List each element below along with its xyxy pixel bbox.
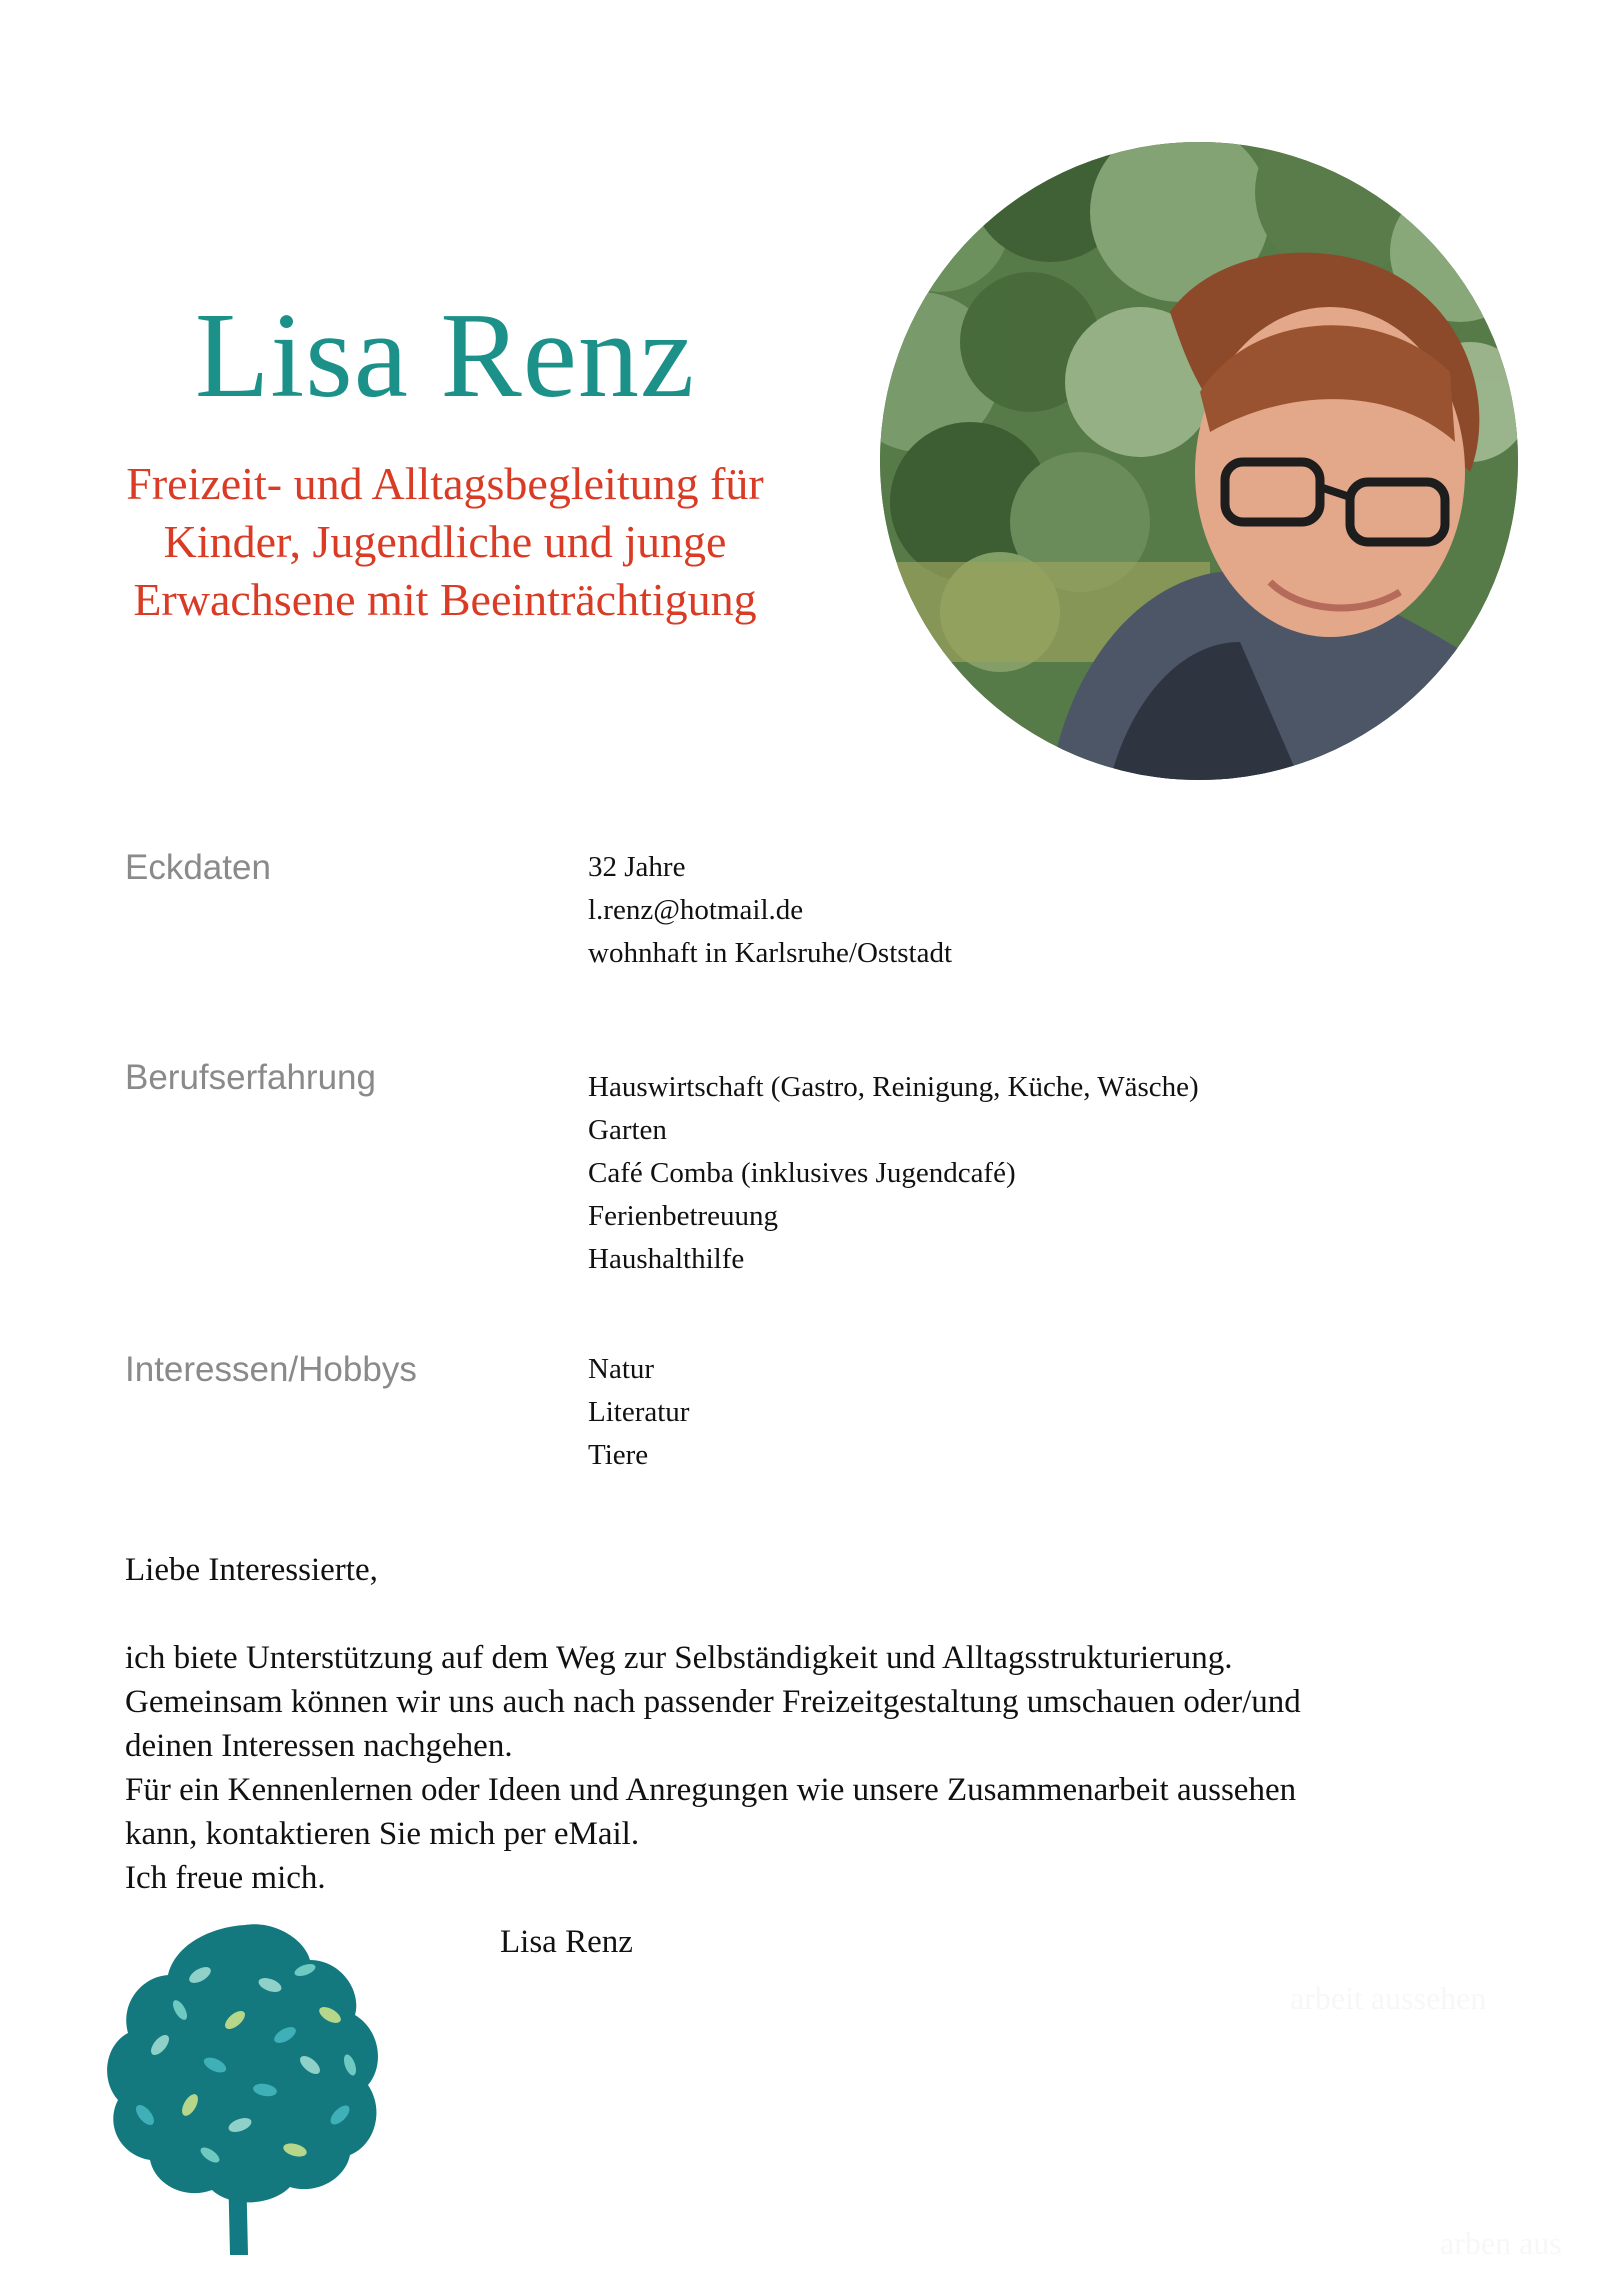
list-item: Café Comba (inklusives Jugendcafé) — [588, 1157, 1016, 1189]
section-values-interessen — [588, 1348, 689, 1477]
section-label-interessen: Interessen/Hobbys — [125, 1350, 417, 1389]
letter-line: Für ein Kennenlernen oder Ideen und Anregungen wie unsere Zusammenarbeit aussehen — [125, 1772, 1297, 1808]
letter-line: Gemeinsam können wir uns auch nach passender Freizeitgestaltung umschauen oder/und — [125, 1684, 1301, 1720]
section-label-berufserfahrung: Berufserfahrung — [125, 1058, 376, 1097]
tree-icon — [100, 1915, 390, 2255]
letter-body — [125, 1548, 1545, 1900]
list-item: Literatur — [588, 1396, 690, 1428]
list-item: Tiere — [588, 1439, 649, 1471]
value-age: 32 Jahre — [588, 851, 686, 883]
tree-illustration — [100, 1915, 390, 2255]
ghost-text: arbeit aussehen — [1290, 1980, 1487, 2016]
value-email: l.renz@hotmail.de — [588, 894, 804, 926]
subtitle-line: Erwachsene mit Beeinträchtigung — [133, 574, 757, 625]
signature: Lisa Renz — [500, 1924, 633, 1960]
subtitle — [0, 455, 890, 629]
ghost-text: arben aus — [1440, 2225, 1562, 2261]
letter-greeting: Liebe Interessierte, — [125, 1552, 378, 1588]
profile-photo — [880, 142, 1518, 780]
value-location: wohnhaft in Karlsruhe/Oststadt — [588, 937, 953, 969]
list-item: Ferienbetreuung — [588, 1200, 779, 1232]
letter-line: kann, kontaktieren Sie mich per eMail. — [125, 1816, 640, 1852]
section-values-eckdaten — [588, 846, 952, 975]
portrait-illustration — [880, 142, 1518, 780]
letter-line: Ich freue mich. — [125, 1860, 326, 1896]
subtitle-line: Freizeit- und Alltagsbegleitung für — [126, 458, 764, 509]
list-item: Hauswirtschaft (Gastro, Reinigung, Küche, Wäsche) — [588, 1071, 1199, 1103]
list-item: Garten — [588, 1114, 667, 1146]
list-item: Natur — [588, 1353, 655, 1385]
letter-line: deinen Interessen nachgehen. — [125, 1728, 513, 1764]
list-item: Haushalthilfe — [588, 1243, 745, 1275]
letter-line: ich biete Unterstützung auf dem Weg zur Selbständigkeit und Alltagsstrukturierung. — [125, 1640, 1233, 1676]
section-values-berufserfahrung — [588, 1066, 1199, 1281]
page-title: Lisa Renz — [194, 288, 696, 423]
section-label-eckdaten: Eckdaten — [125, 848, 271, 887]
subtitle-line: Kinder, Jugendliche und junge — [163, 516, 727, 567]
